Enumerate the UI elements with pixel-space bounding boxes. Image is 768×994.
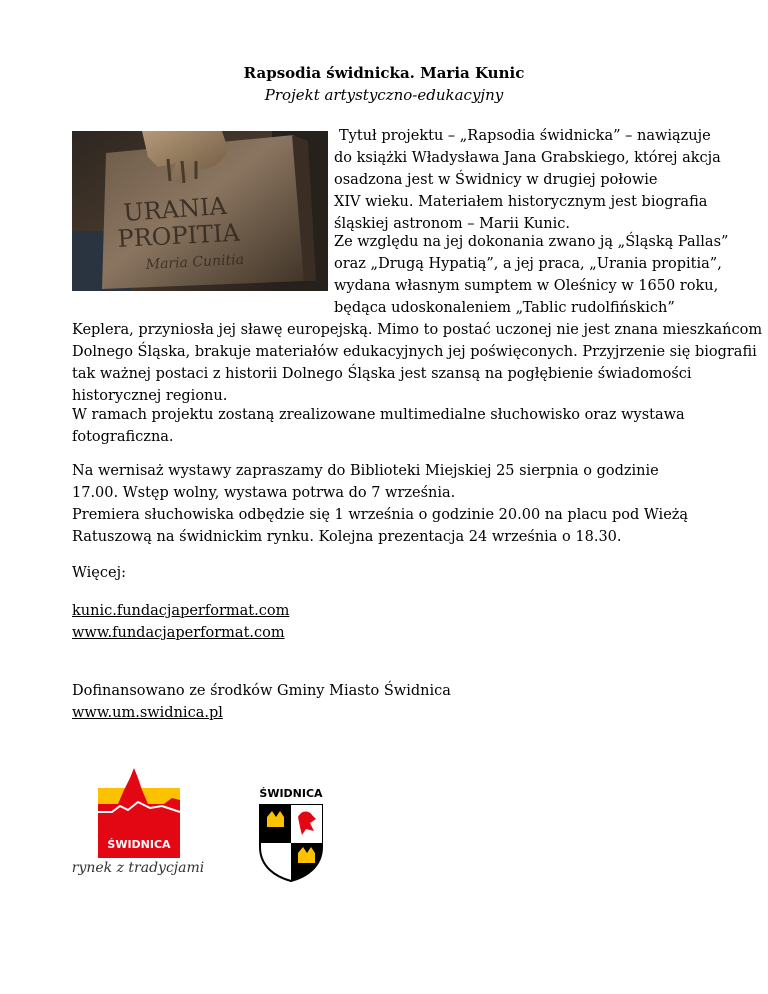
intro-line: Dolnego Śląska, brakuje materiałów edukacyjnych jej poświęconych. Przyjrzenie się biografii [72, 344, 757, 360]
intro-line: tak ważnej postaci z historii Dolnego Śląska jest szansą na pogłębienie świadomości [72, 366, 692, 382]
document-title: Rapsodia świdnicka. Maria Kunic [243, 64, 525, 82]
kunic-link[interactable]: kunic.fundacjaperformat.com [72, 603, 290, 619]
intro-line: oraz „Drugą Hypatią”, a jej praca, „Urania propitia”, [334, 256, 722, 272]
engraving-line2: PROPITIA [116, 218, 241, 253]
multimedia-paragraph: W ramach projektu zostaną zrealizowane multimedialne słuchowisko oraz wystawa fotograficzna. [72, 407, 685, 445]
intro-line: śląskiej astronom – Marii Kunic. [334, 216, 571, 232]
link-list [72, 600, 702, 644]
intro-line: do książki Władysława Jana Grabskiego, której akcja [334, 150, 721, 166]
swidnica-rynek-logo [72, 768, 204, 880]
document-subtitle: Projekt artystyczno-edukacyjny [264, 86, 504, 104]
sculpture-photo [72, 131, 328, 291]
vernissage-paragraph: Na wernisaż wystawy zapraszamy do Biblioteki Miejskiej 25 sierpnia o godzinie 17.00. Wstęp wolny, wystawa potrwa do 7 września. [72, 463, 659, 501]
intro-line: Keplera, przyniosła jej sławę europejską. Mimo to postać uczonej nie jest znana mieszkańcom [72, 322, 763, 338]
more-label: Więcej: [72, 565, 126, 581]
intro-line: będąca udoskonaleniem „Tablic rudolfińskich” [334, 300, 675, 316]
intro-line: XIV wieku. Materiałem historycznym jest biografia [334, 194, 708, 210]
logo-right-name: ŚWIDNICA [259, 787, 323, 800]
logo-left-tagline: rynek z tradycjami [72, 860, 204, 876]
intro-line: historycznej regionu. [72, 388, 228, 404]
engraving-signature: Maria Cunitia [145, 251, 245, 273]
intro-line: Tytuł projektu – „Rapsodia świdnicka” – nawiązuje [339, 128, 711, 144]
intro-line: Ze względu na jej dokonania zwano ją „Śląską Pallas” [334, 234, 729, 250]
funding-text: Dofinansowano ze środków Gminy Miasto Świdnica [72, 683, 451, 699]
intro-line: osadzona jest w Świdnicy w drugiej połowie [334, 172, 658, 188]
um-swidnica-link[interactable]: www.um.swidnica.pl [72, 705, 223, 721]
premiere-paragraph: Premiera słuchowiska odbędzie się 1 września o godzinie 20.00 na placu pod Wieżą Ratuszową na świdnickim rynku. Kolejna prezentacja 24 września o 18.30. [72, 507, 689, 545]
engraving-line1: URANIA [122, 191, 228, 227]
swidnica-coat-of-arms-logo [250, 783, 332, 883]
fundacja-link[interactable]: www.fundacjaperformat.com [72, 625, 285, 641]
logo-left-name: ŚWIDNICA [107, 838, 171, 851]
intro-line: wydana własnym sumptem w Oleśnicy w 1650 roku, [334, 278, 719, 294]
